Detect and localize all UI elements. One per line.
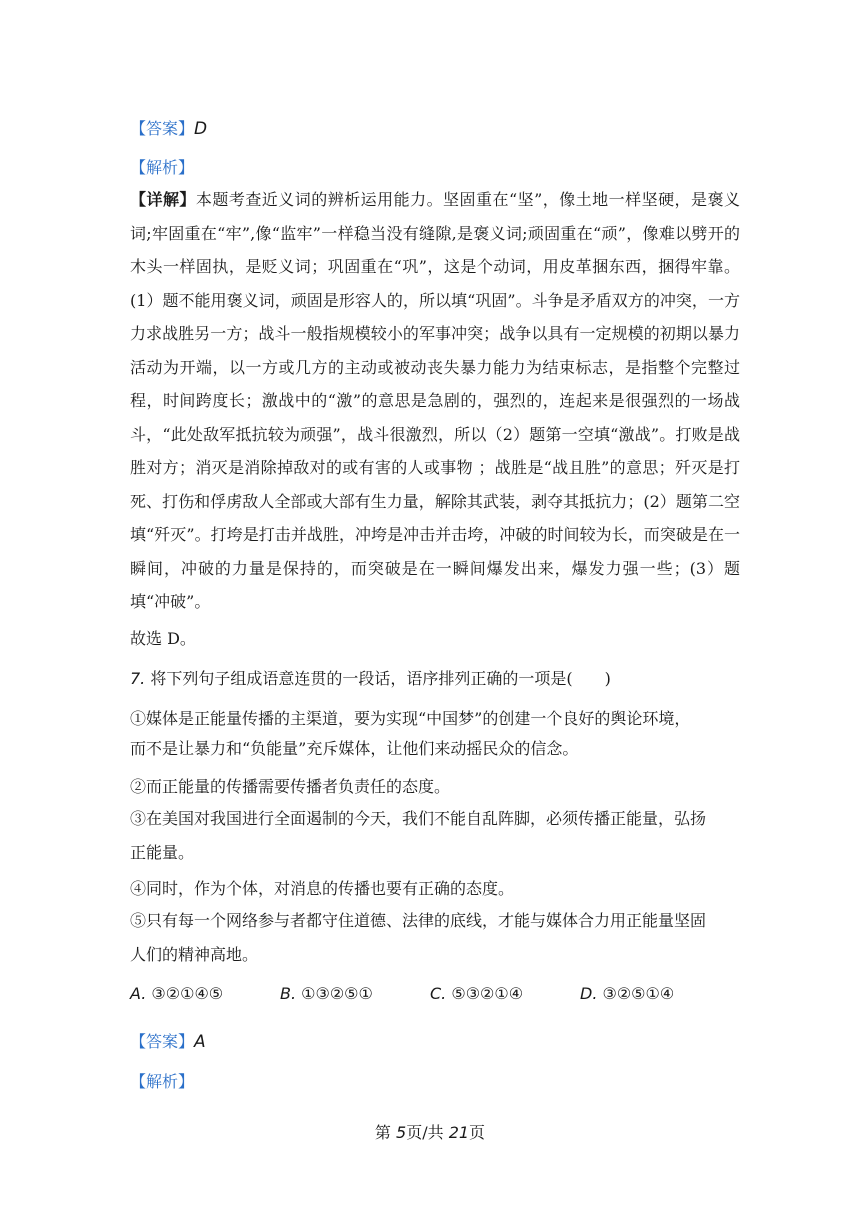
answer-label: 【答案】 bbox=[130, 119, 195, 138]
sentence-5a: ⑤只有每一个网络参与者都守住道德、法律的底线，才能与媒体合力用正能量坚固 bbox=[130, 911, 707, 930]
sentence-1a: ①媒体是正能量传播的主渠道，要为实现“中国梦”的创建一个良好的舆论环境， bbox=[130, 709, 691, 728]
option-a: A. ③②①④⑤ bbox=[130, 984, 224, 1003]
sentence-4: ④同时，作为个体，对消息的传播也要有正确的态度。 bbox=[130, 879, 515, 898]
sentence-5b: 人们的精神高地。 bbox=[130, 945, 259, 964]
answer-value: D bbox=[194, 119, 208, 139]
question-text: 将下列句子组成语意连贯的一段话，语序排列正确的一项是( ) bbox=[145, 669, 611, 688]
option-d: D. ③②⑤①④ bbox=[580, 984, 675, 1003]
question-stem bbox=[130, 668, 740, 690]
question-number: 7. bbox=[130, 669, 146, 688]
detail-text: 本题考查近义词的辨析运用能力。坚固重在“坚”，像土地一样坚硬，是褒义词;牢固重在“牢”,像“监牢”一样稳当没有缝隙,是褒义词;顽固重在“顽”，像难以劈开的木头一样固执，是贬义词；巩固重在“巩”，这是个动词，用皮革捆东西，捆得牢靠。(1）题不能用褒义词，顽固是形容人的，所以填“巩固”。斗争是矛盾双方的冲突，一方力求战胜另一方；战斗一般指规模较小的军事冲突；战争以具有一定规模的初期以暴力活动为开端，以一方或几方的主动或被动丧失暴力能力为结束标志，是指整个完整过程，时间跨度长；激战中的“激”的意思是急剧的，强烈的，连起来是很强烈的一场战斗，“此处敌军抵抗较为顽强”，战斗很激烈，所以（2）题第一空填“激战”。打败是战胜对方；消灭是消除掉敌对的或有害的人或事物 ；战胜是“战且胜”的意思；歼灭是打死、打伤和俘虏敌人全部或大部有生力量，解除其武装，剥夺其抵抗力；(2）题第二空填“歼灭”。打垮是打击并战胜，冲垮是冲击并击垮，冲破的时间较为长，而突破是在一瞬间，冲破的力量是保持的，而突破是在一瞬间爆发出来，爆发力强一些；(3）题填“冲破”。 bbox=[130, 190, 740, 611]
answer-value-2: A bbox=[194, 1032, 206, 1052]
sentence-1b: 而不是让暴力和“负能量”充斥媒体，让他们来动摇民众的信念。 bbox=[130, 739, 579, 758]
answer-line bbox=[130, 116, 740, 139]
answer-label-2: 【答案】 bbox=[130, 1032, 195, 1051]
option-c: C. ⑤③②①④ bbox=[430, 984, 524, 1003]
detail-label: 【详解】 bbox=[130, 190, 196, 209]
conclusion: 故选 D。 bbox=[130, 629, 196, 648]
sentence-3b: 正能量。 bbox=[130, 843, 195, 862]
sentence-3a: ③在美国对我国进行全面遏制的今天，我们不能自乱阵脚，必须传播正能量，弘扬 bbox=[130, 809, 707, 828]
sentence-2: ②而正能量的传播需要传播者负责任的态度。 bbox=[130, 777, 451, 796]
page-total: 21 bbox=[448, 1123, 470, 1142]
page-number: 5 bbox=[396, 1123, 407, 1142]
page-footer: 第 5页/共 21页 bbox=[374, 1123, 486, 1142]
analysis-heading: 【解析】 bbox=[130, 158, 195, 177]
detail-paragraph bbox=[130, 183, 740, 619]
answer-line-2 bbox=[130, 1029, 740, 1052]
option-b: B. ①③②⑤① bbox=[280, 984, 373, 1003]
analysis-heading-2: 【解析】 bbox=[130, 1072, 195, 1091]
